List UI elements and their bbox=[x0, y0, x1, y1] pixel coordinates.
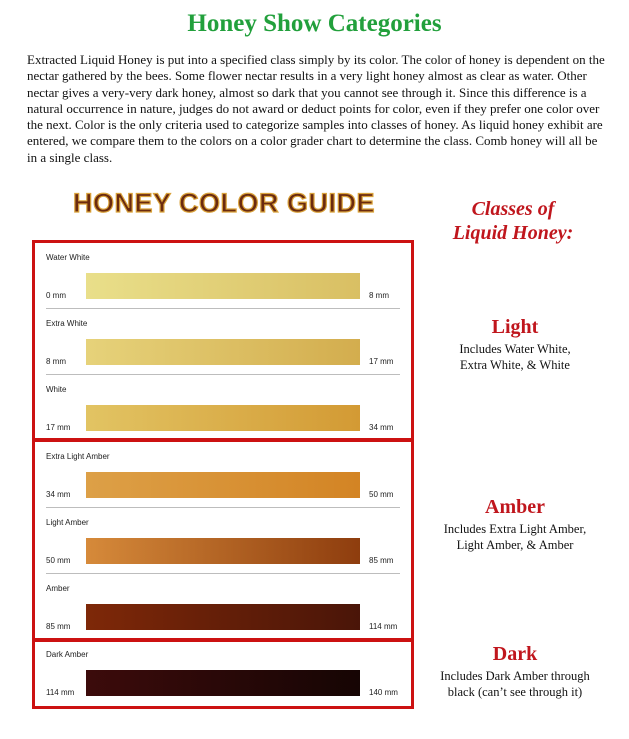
grade-min: 50 mm bbox=[46, 556, 71, 565]
grade-min: 34 mm bbox=[46, 490, 71, 499]
grade-min: 8 mm bbox=[46, 357, 66, 366]
grade-row-dark-amber bbox=[36, 640, 410, 706]
class-description-line: Includes Extra Light Amber, bbox=[443, 522, 587, 536]
grade-row-water-white bbox=[36, 243, 410, 309]
grade-name: Extra Light Amber bbox=[46, 452, 110, 461]
intro-paragraph: Extracted Liquid Honey is put into a specified class simply by its color. The color of honey is dependent on the nectar gathered by the bees. Some flower nectar results in a very light honey almost as clear as water. Other nectar gives a very-very dark honey, almost so dark that you cannot see through it. Since this difference is a natural occurrence in nature, judges do not award or deduct points for color, even if they prefer one color over the next. Color is the only criteria used to categorize samples into classes of honey. As liquid honey exhibit are entered, we compare them to the colors on a color grader chart to determine the class. Comb honey will all be in a single class. bbox=[27, 52, 605, 165]
color-bar bbox=[86, 472, 360, 498]
classes-heading-line2: Liquid Honey: bbox=[452, 222, 574, 244]
grade-max: 140 mm bbox=[369, 688, 398, 697]
class-name: Amber bbox=[485, 496, 545, 518]
class-description bbox=[420, 342, 610, 373]
class-description-line: Light Amber, & Amber bbox=[456, 537, 574, 552]
grade-name: Dark Amber bbox=[46, 650, 89, 659]
grade-max: 50 mm bbox=[369, 490, 394, 499]
grade-row-white bbox=[36, 375, 410, 441]
color-bar bbox=[86, 538, 360, 564]
grade-max: 34 mm bbox=[369, 423, 394, 432]
class-description-line: Extra White, & White bbox=[460, 357, 570, 372]
classes-heading bbox=[428, 197, 598, 245]
grade-max: 114 mm bbox=[369, 622, 398, 631]
grade-row-extra-white bbox=[36, 309, 410, 375]
grade-name: Extra White bbox=[46, 319, 88, 328]
grade-min: 114 mm bbox=[46, 688, 75, 697]
color-bar bbox=[86, 604, 360, 630]
grade-row-light-amber bbox=[36, 508, 410, 574]
color-bar bbox=[86, 339, 360, 365]
class-description bbox=[420, 669, 610, 700]
page-title: Honey Show Categories bbox=[187, 10, 442, 37]
grade-min: 0 mm bbox=[46, 291, 66, 300]
grade-max: 17 mm bbox=[369, 357, 394, 366]
color-bar bbox=[86, 273, 360, 299]
grade-max: 85 mm bbox=[369, 556, 394, 565]
grade-min: 17 mm bbox=[46, 423, 71, 432]
class-amber bbox=[420, 496, 610, 553]
grade-name: Amber bbox=[46, 584, 70, 593]
class-name: Dark bbox=[492, 643, 538, 665]
class-description-line: Includes Dark Amber through bbox=[440, 669, 590, 683]
class-name: Light bbox=[491, 316, 539, 338]
honey-color-guide-logo: HONEY COLOR GUIDE bbox=[72, 188, 376, 218]
class-description-line: Includes Water White, bbox=[459, 342, 571, 356]
grade-name: Light Amber bbox=[46, 518, 89, 527]
grade-min: 85 mm bbox=[46, 622, 71, 631]
color-bar bbox=[86, 670, 360, 696]
grade-name: White bbox=[46, 385, 67, 394]
grade-name: Water White bbox=[46, 253, 90, 262]
class-description-line: black (can’t see through it) bbox=[447, 684, 583, 699]
class-light bbox=[420, 316, 610, 373]
classes-heading-line1: Classes of bbox=[471, 198, 555, 220]
class-dark bbox=[420, 643, 610, 700]
grade-max: 8 mm bbox=[369, 291, 389, 300]
grade-row-extra-light-amber bbox=[36, 442, 410, 508]
class-description bbox=[420, 522, 610, 553]
color-bar bbox=[86, 405, 360, 431]
grade-row-amber bbox=[36, 574, 410, 640]
